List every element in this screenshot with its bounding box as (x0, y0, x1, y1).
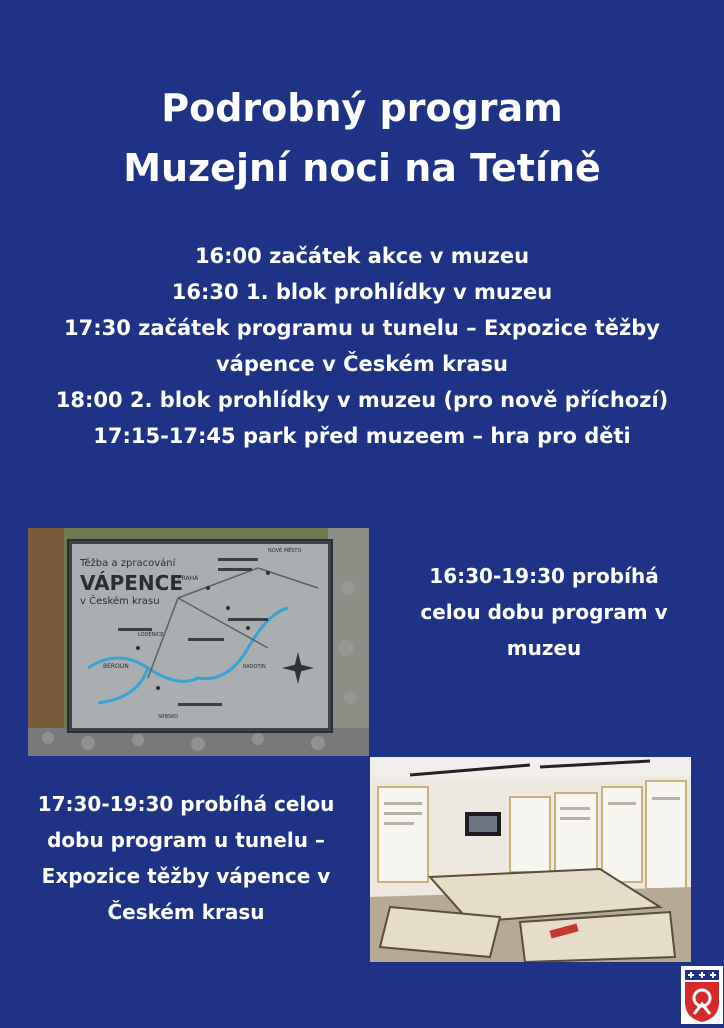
page-title (0, 78, 724, 198)
museum-program-text (385, 558, 703, 666)
title-line-1: Podrobný program (161, 86, 563, 130)
schedule-item: 18:00 2. blok prohlídky v muzeu (pro nově příchozí) (55, 388, 669, 412)
limestone-map-photo (28, 528, 369, 756)
exhibition-room-photo (370, 757, 691, 962)
schedule-item: 16:30 1. blok prohlídky v muzeu (171, 280, 553, 304)
tunnel-program-text (10, 786, 362, 930)
map-place-label: RADOTÍN (243, 664, 266, 670)
map-place-label: PRAHA (178, 575, 199, 582)
map-place-label: SRBSKO (158, 714, 179, 720)
map-board-illustration (28, 528, 369, 756)
museum-program-line: 16:30-19:30 probíhá (429, 564, 659, 588)
tunnel-program-line: Českém krasu (107, 900, 265, 924)
tunnel-program-line: Expozice těžby vápence v (41, 864, 331, 888)
museum-program-line: muzeu (506, 636, 582, 660)
map-heading-line1: Těžba a zpracování (80, 558, 176, 569)
schedule-item: 17:30 začátek programu u tunelu – Expozice těžby (64, 316, 660, 340)
tunnel-program-line: 17:30-19:30 probíhá celou (37, 792, 335, 816)
map-heading-line3: v Českém krasu (80, 596, 160, 607)
tunnel-program-line: dobu program u tunelu – (47, 828, 325, 852)
map-place-label: LODĚNICE (138, 632, 164, 638)
title-line-2: Muzejní noci na Tetíně (123, 146, 601, 190)
exhibition-room-illustration (370, 757, 691, 962)
schedule-item: 16:00 začátek akce v muzeu (194, 244, 530, 268)
schedule-list (0, 238, 724, 454)
schedule-item: vápence v Českém krasu (215, 352, 509, 376)
municipal-coat-of-arms-icon (681, 966, 723, 1024)
map-place-label: NOVÉ MĚSTO (268, 548, 302, 554)
coat-of-arms-logo (681, 966, 723, 1024)
museum-program-line: celou dobu program v (420, 600, 668, 624)
map-heading-big: VÁPENCE (80, 571, 183, 595)
schedule-item: 17:15-17:45 park před muzeem – hra pro děti (93, 424, 631, 448)
map-place-label: BEROUN (103, 663, 129, 670)
